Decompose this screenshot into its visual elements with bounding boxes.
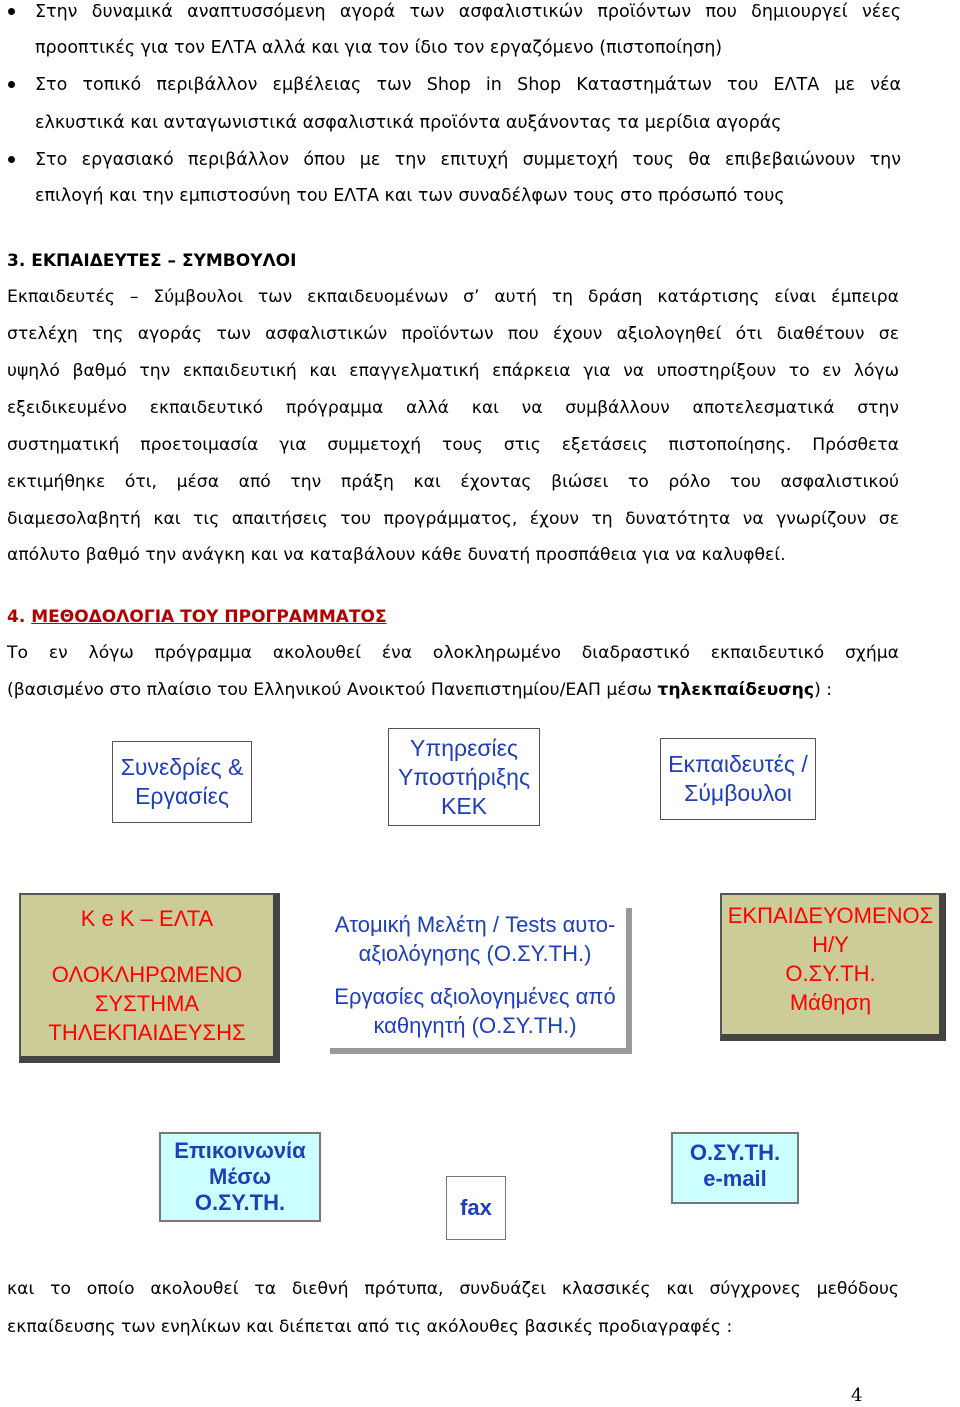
support-box-line: ΚΕΚ — [440, 792, 488, 819]
section-4-line-2-bold: τηλεκπαίδευσης — [657, 680, 815, 700]
communication-box-line: Ο.ΣΥ.ΤΗ. — [194, 1190, 286, 1215]
closing-line-1: και το οποίο ακολουθεί τα διεθνή πρότυπα, συνδυάζει κλασσικές και σύγχρονες μεθόδους — [7, 1279, 899, 1299]
sessions-box-line: Συνεδρίες & — [120, 754, 244, 780]
section-4-line-1: Το εν λόγω πρόγραμμα ακολουθεί ένα ολοκληρωμένο διαδραστικό εκπαιδευτικό σχήμα — [7, 643, 899, 663]
study-tasks-line: αξιολόγησης (Ο.ΣΥ.ΤΗ.) — [358, 941, 592, 966]
section-3-line: υψηλό βαθμό την εκπαιδευτική και επαγγελματική επάρκεια για να υποστηρίξουν το εν λόγω — [7, 361, 899, 381]
section-4-line-2-end: ) : — [814, 680, 833, 700]
closing-line-2: εκπαίδευσης των ενηλίκων και διέπεται από τις ακόλουθες βασικές προδιαγραφές : — [7, 1317, 733, 1337]
study-tasks-line: καθηγητή (Ο.ΣΥ.ΤΗ.) — [373, 1013, 577, 1038]
bullet-dot — [8, 81, 15, 88]
study-tasks-line: Εργασίες αξιολογημένες από — [334, 984, 616, 1009]
support-box-line: Υπηρεσίες — [410, 734, 518, 761]
email-box-line: e-mail — [703, 1166, 767, 1191]
section-4-heading — [7, 606, 387, 628]
communication-box-line: Επικοινωνία — [174, 1138, 306, 1163]
bullet-dot — [8, 156, 15, 163]
bullet-dot — [8, 8, 15, 15]
section-3-line: εκτιμήθηκε ότι, μέσα από την πράξη και έχοντας βιώσει το ρόλο του ασφαλιστικού — [7, 472, 899, 492]
trainee-box-line: Η/Υ — [812, 932, 849, 957]
trainee-box — [720, 893, 946, 1041]
support-services-box — [388, 728, 540, 826]
section-3-line: απόλυτο βαθμό την ανάγκη και να καταβάλουν κάθε δυνατή προσπάθεια για να καλυφθεί. — [7, 545, 786, 565]
section-3-number: 3. — [7, 251, 26, 271]
email-box — [671, 1132, 799, 1204]
bullet-3-line-2: επιλογή και την εμπιστοσύνη του ΕΛΤΑ και των συναδέλφων τους στο πρόσωπό τους — [35, 186, 785, 206]
elearning-system-box — [19, 893, 280, 1063]
section-4-title: ΜΕΘΟΔΟΛΟΓΙΑ ΤΟΥ ΠΡΟΓΡΑΜΜΑΤΟΣ — [31, 607, 387, 627]
section-3-heading — [7, 250, 296, 272]
section-3-title: ΕΚΠΑΙΔΕΥΤΕΣ – ΣΥΜΒΟΥΛΟΙ — [31, 251, 297, 271]
trainee-box-line: ΕΚΠΑΙΔΕΥΟΜΕΝΟΣ — [727, 903, 934, 928]
elearning-system-line: ΤΗΛΕΚΠΑΙΔΕΥΣΗΣ — [48, 1020, 246, 1045]
communication-box — [159, 1132, 321, 1222]
section-3-line: εξειδικευμένο εκπαιδευτικό πρόγραμμα αλλά και να συμβάλλουν αποτελεσματικά στην — [7, 398, 899, 418]
trainers-box — [660, 738, 816, 820]
section-3-line: Εκπαιδευτές – Σύμβουλοι των εκπαιδευομένων σ’ αυτή τη δράση κατάρτισης είναι έμπειρα — [7, 287, 899, 307]
bullet-2-line-2: ελκυστικά και ανταγωνιστικά ασφαλιστικά προϊόντα αυξάνοντας τα μερίδια αγοράς — [35, 113, 782, 133]
sessions-box-line: Εργασίες — [135, 783, 229, 809]
section-4-line-2-start: (βασισμένο στο πλαίσιο του Ελληνικού Ανοικτού Πανεπιστημίου/ΕΑΠ μέσω — [7, 680, 658, 700]
elearning-system-line: ΣΥΣΤΗΜΑ — [94, 991, 200, 1016]
elearning-system-title: Κ e Κ – ΕΛΤΑ — [80, 906, 214, 931]
trainers-box-line: Εκπαιδευτές / — [668, 751, 808, 777]
communication-box-line: Μέσω — [209, 1164, 271, 1189]
section-3-line: στελέχη της αγοράς των ασφαλιστικών προϊόντων που έχουν αξιολογηθεί ότι διαθέτουν σε — [7, 324, 899, 344]
section-4-line-2 — [7, 679, 899, 701]
bullet-3-line-1: Στο εργασιακό περιβάλλον όπου με την επιτυχή συμμετοχή τους θα επιβεβαιώνουν την — [35, 150, 901, 170]
support-box-line: Υποστήριξης — [397, 763, 531, 790]
bullet-1-line-2: προοπτικές για τον ΕΛΤΑ αλλά και για τον ίδιο τον εργαζόμενο (πιστοποίηση) — [35, 38, 723, 58]
email-box-line: Ο.ΣΥ.ΤΗ. — [689, 1140, 781, 1165]
trainers-box-line: Σύμβουλοι — [684, 780, 792, 806]
fax-box — [446, 1176, 506, 1240]
study-tasks-box — [324, 902, 626, 1048]
section-3-line: συστηματική προετοιμασία για συμμετοχή τους στις εξετάσεις πιστοποίησης. Πρόσθετα — [7, 435, 899, 455]
study-tasks-line: Ατομική Μελέτη / Tests αυτο- — [334, 912, 616, 937]
fax-label: fax — [460, 1195, 492, 1220]
page-number: 4 — [851, 1385, 863, 1406]
trainee-box-line: Ο.ΣΥ.ΤΗ. — [785, 961, 876, 986]
trainee-box-line: Μάθηση — [789, 990, 872, 1015]
section-3-line: διαμεσολαβητή και τις απαιτήσεις του προγράμματος, έχουν τη δυνατότητα να γνωρίζουν σε — [7, 509, 899, 529]
bullet-1-line-1: Στην δυναμικά αναπτυσσόμενη αγορά των ασφαλιστικών προϊόντων που δημιουργεί νέες — [35, 2, 901, 22]
sessions-box — [112, 741, 252, 823]
bullet-2-line-1: Στο τοπικό περιβάλλον εμβέλειας των Shop in Shop Καταστημάτων του ΕΛΤΑ με νέα — [35, 75, 901, 95]
elearning-system-line: ΟΛΟΚΛΗΡΩΜΕΝΟ — [51, 962, 243, 987]
section-4-number: 4. — [7, 607, 26, 627]
